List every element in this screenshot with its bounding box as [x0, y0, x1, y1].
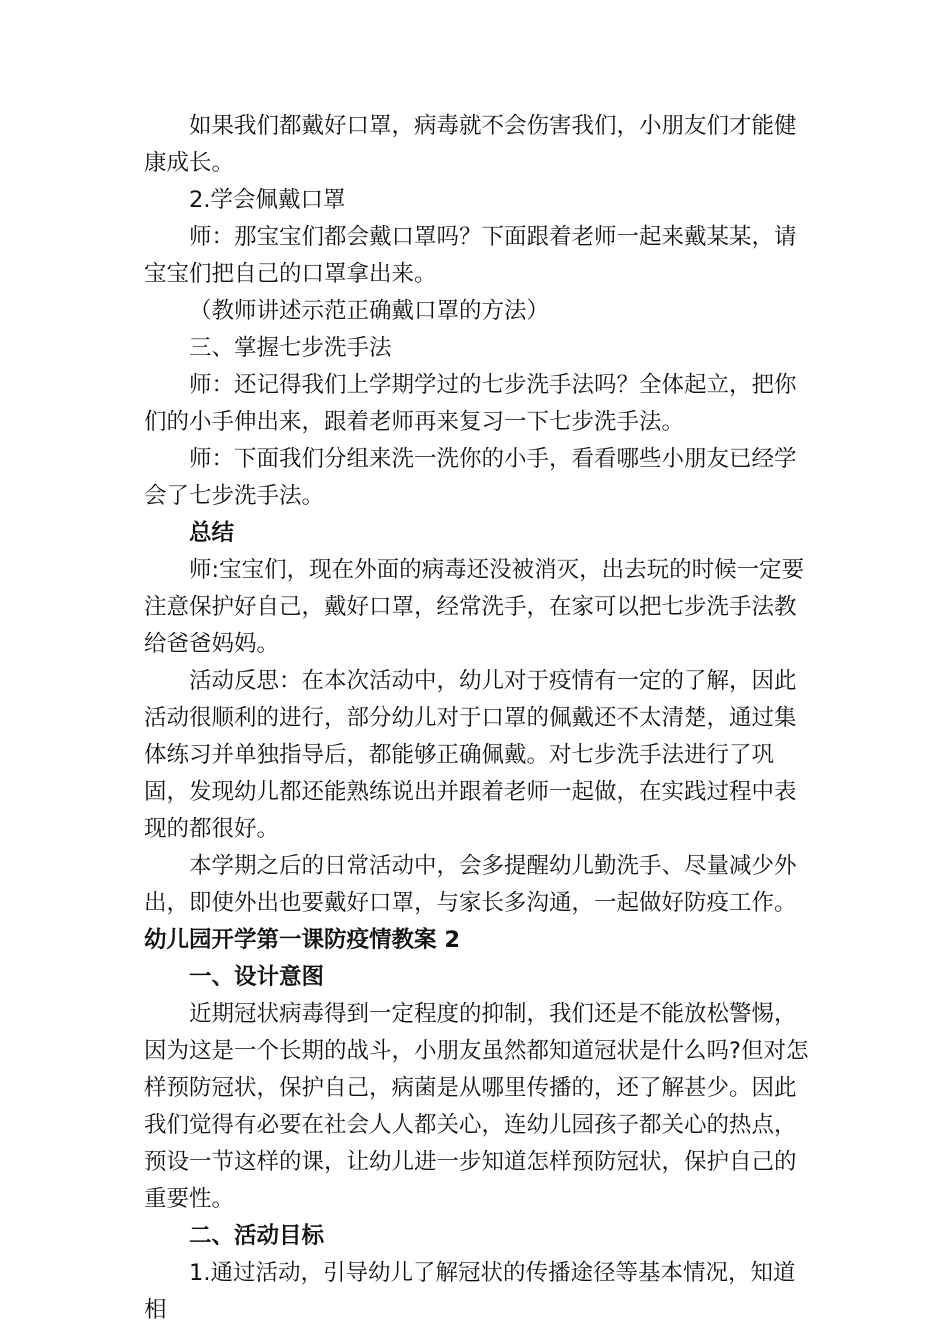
paragraph-teacher-mask-question: 师：那宝宝们都会戴口罩吗？下面跟着老师一起来戴某某，请宝宝们把自己的口罩拿出来。 — [144, 224, 797, 287]
paragraph-summary-text: 师:宝宝们，现在外面的病毒还没被消灭，出去玩的时候一定要注意保护好自己，戴好口罩，经常洗手，在家可以把七步洗手法教给爸爸妈妈。 — [144, 557, 805, 657]
paragraph-activity-reflection: 活动反思：在本次活动中，幼儿对于疫情有一定的了解，因此活动很顺利的进行，部分幼儿对于口罩的佩戴还不太清楚，通过集体练习并单独指导后，都能够正确佩戴。对七步洗手法进行了巩固，发现幼儿都还能熟练说出并跟着老师一起做，在实践过程中表现的都很好。 — [144, 668, 797, 842]
paragraph-teacher-group-wash: 师：下面我们分组来洗一洗你的小手，看看哪些小朋友已经学会了七步洗手法。 — [144, 446, 797, 509]
paragraph-goal-1: 1.通过活动，引导幼儿了解冠状的传播途径等基本情况，知道相 — [144, 1260, 796, 1323]
paragraph-teacher-review-handwash: 师：还记得我们上学期学过的七步洗手法吗？全体起立，把你们的小手伸出来，跟着老师再来复习一下七步洗手法。 — [144, 372, 797, 435]
paragraph-summary-heading: 总结 — [189, 520, 235, 546]
paragraph-teacher-demo-note: （教师讲述示范正确戴口罩的方法） — [189, 298, 550, 324]
paragraph-design-intent-heading: 一、设计意图 — [189, 964, 325, 990]
paragraph-semester-plan: 本学期之后的日常活动中，会多提醒幼儿勤洗手、尽量减少外出，即使外出也要戴好口罩，与家长多沟通，一起做好防疫工作。 — [144, 853, 797, 916]
paragraph-seven-step-heading: 三、掌握七步洗手法 — [189, 335, 392, 361]
paragraph-mask-health: 如果我们都戴好口罩，病毒就不会伤害我们，小朋友们才能健康成长。 — [144, 113, 797, 176]
paragraph-activity-goals-heading: 二、活动目标 — [189, 1223, 325, 1249]
paragraph-learn-wear-mask-heading: 2.学会佩戴口罩 — [189, 187, 346, 213]
paragraph-design-intent-text: 近期冠状病毒得到一定程度的抑制，我们还是不能放松警惕，因为这是一个长期的战斗，小朋友虽然都知道冠状是什么吗?但对怎样预防冠状，保护自己，病菌是从哪里传播的，还了解甚少。因此我们觉得有必要在社会人人都关心，连幼儿园孩子都关心的热点，预设一节这样的课，让幼儿进一步知道怎样预防冠状，保护自己的重要性。 — [144, 1001, 809, 1212]
document-body — [144, 108, 814, 1329]
section-title-lesson-plan-2: 幼儿园开学第一课防疫情教案 2 — [144, 927, 460, 953]
